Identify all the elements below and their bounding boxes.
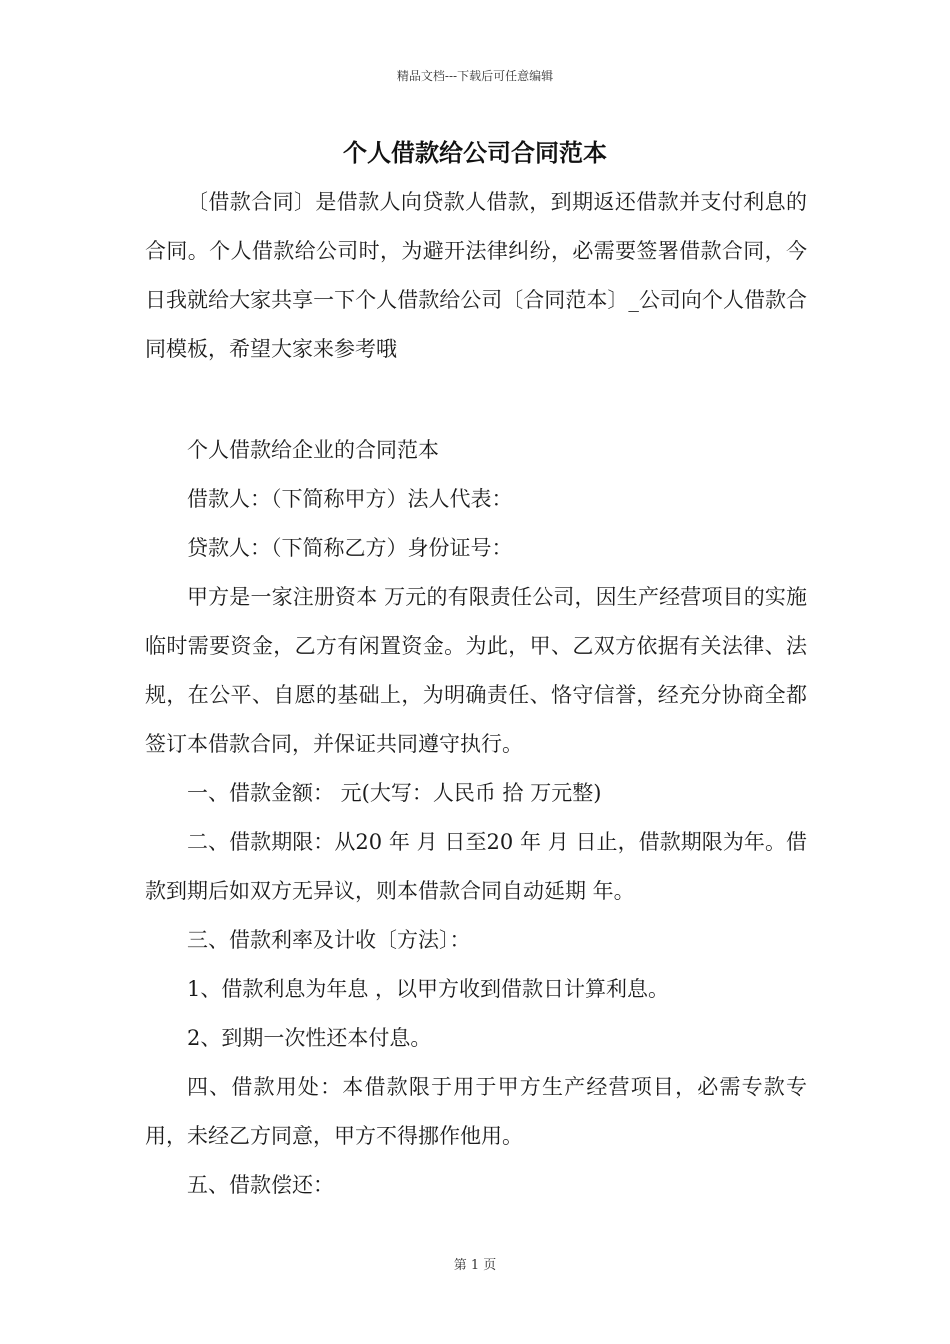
clause-interest-item-2: 2、到期一次性还本付息。: [187, 1026, 432, 1050]
page-header: 精品文档---下载后可任意编辑: [396, 69, 554, 83]
clause-loan-term: 二、借款期限：从20 年 月 日至20 年 月 日止，借款期限为年。借款到期后如双方无异议，则本借款合同自动延期 年。: [145, 830, 807, 903]
lender-line: 贷款人：（下简称乙方）身份证号：: [187, 536, 513, 560]
intro-paragraph: 〔借款合同〕是借款人向贷款人借款，到期返还借款并支付利息的合同。个人借款给公司时，为避开法律纠纷，必需要签署借款合同，今日我就给大家共享一下个人借款给公司〔合同范本〕_公司向个人借款合同模板，希望大家来参考哦: [145, 190, 807, 361]
clause-interest-heading: 三、借款利率及计收〔方法〕：: [187, 928, 471, 952]
preamble-paragraph: 甲方是一家注册资本 万元的有限责任公司，因生产经营项目的实施临时需要资金，乙方有闲置资金。为此，甲、乙双方依据有关法律、法规，在公平、自愿的基础上，为明确责任、恪守信誉，经充分协商全都签订本借款合同，并保证共同遵守执行。: [145, 585, 807, 756]
clause-loan-purpose: 四、借款用处：本借款限于用于甲方生产经营项目，必需专款专用，未经乙方同意，甲方不得挪作他用。: [145, 1075, 807, 1148]
clause-repayment-heading: 五、借款偿还：: [187, 1173, 334, 1197]
borrower-line: 借款人：（下简称甲方）法人代表：: [187, 487, 513, 511]
clause-loan-amount: 一、借款金额： 元(大写：人民币 拾 万元整): [187, 781, 602, 805]
page-number: 第 1 页: [453, 1258, 497, 1273]
contract-body: [145, 426, 807, 1210]
intro-section: [145, 178, 807, 374]
clause-interest-item-1: 1、借款利息为年息 ，以甲方收到借款日计算利息。: [187, 977, 670, 1001]
contract-heading: 个人借款给企业的合同范本: [187, 438, 439, 462]
document-title: 个人借款给公司合同范本: [343, 138, 607, 167]
